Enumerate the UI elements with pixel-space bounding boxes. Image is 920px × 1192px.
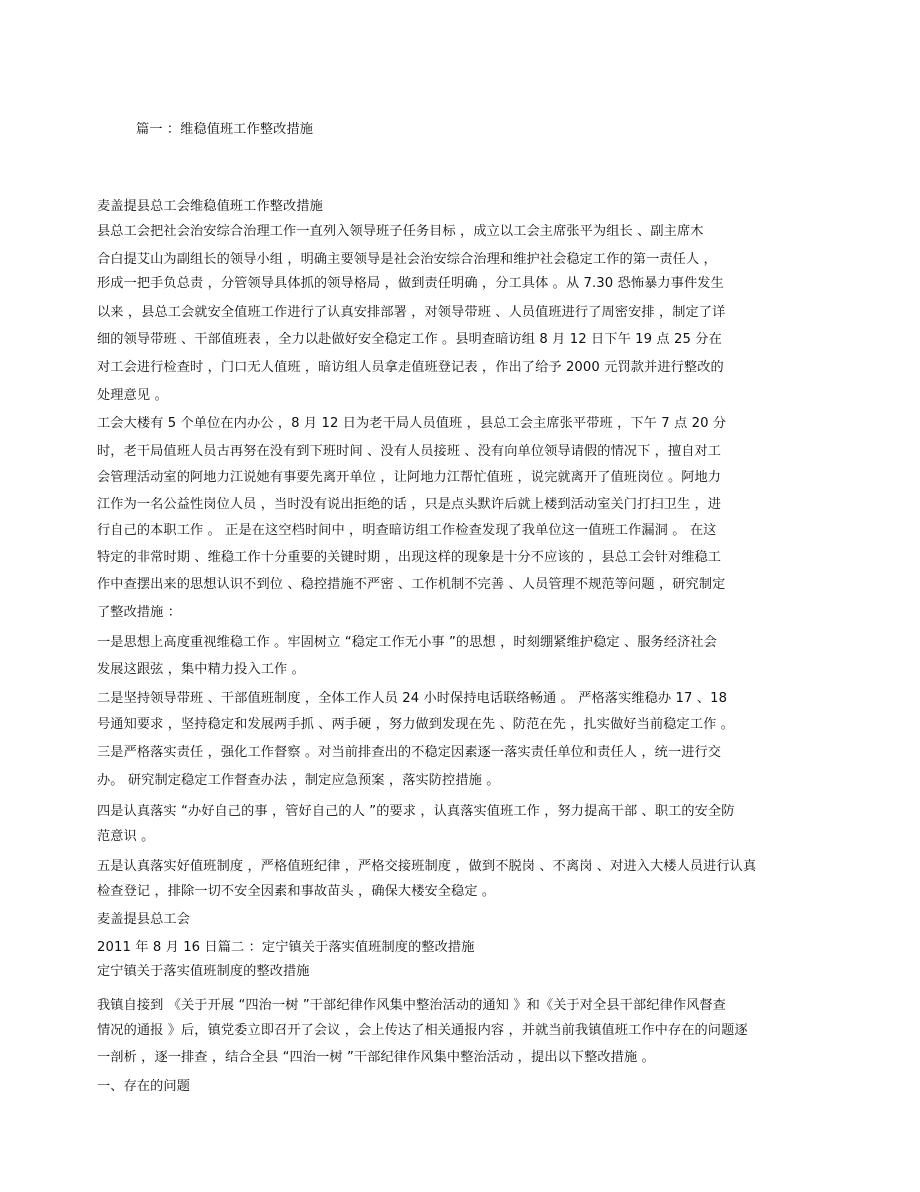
text-line: 三是严格落实责任 ，强化工作督察 。对当前排查出的不稳定因素逐一落实责任单位和责任人 ，统一进行交 bbox=[97, 745, 722, 760]
text-line: 江作为一名公益性岗位人员 ，当时没有说出拒绝的话 ，只是点头默许后就上楼到活动室关门打扫卫生 ，进 bbox=[97, 497, 722, 512]
text-line: 一是思想上高度重视维稳工作 。牢固树立 “稳定工作无小事 ”的思想 ，时刻绷紧维护稳定 、服务经济社会 bbox=[97, 635, 717, 650]
text-line: 四是认真落实 “办好自己的事 ，管好自己的人 ”的要求 ，认真落实值班工作 ，努力提高干部 、职工的安全防 bbox=[97, 804, 735, 819]
text-line: 麦盖提县总工会维稳值班工作整改措施 bbox=[97, 199, 323, 214]
text-line: 对工会进行检查时 ，门口无人值班 ，暗访组人员拿走值班登记表 ，作出了给予 2000 元罚款并进行整改的 bbox=[97, 360, 724, 375]
text-line: 工会大楼有 5 个单位在内办公 ，8 月 12 日为老干局人员值班 ，县总工会主席张平带班 ，下午 7 点 20 分 bbox=[97, 416, 727, 431]
text-line: 发展这跟弦 ，集中精力投入工作 。 bbox=[97, 662, 305, 677]
text-line: 时，老干局值班人员古再努在没有到下班时间 、没有人员接班 、没有向单位领导请假的情况下 ，擅自对工 bbox=[97, 444, 722, 459]
text-line: 合白提艾山为副组长的领导小组 ，明确主要领导是社会治安综合治理和维护社会稳定工作的第一责任人 ， bbox=[97, 252, 717, 267]
text-line: 一、存在的问题 bbox=[97, 1079, 191, 1094]
text-line: 情况的通报 》后，镇党委立即召开了会议 ，会上传达了相关通报内容 ，并就当前我镇值班工作中存在的问题逐 bbox=[97, 1023, 748, 1038]
text-line: 作中查摆出来的思想认识不到位 、稳控措施不严密 、工作机制不完善 、人员管理不规范等问题 ，研究制定 bbox=[97, 577, 726, 592]
text-line: 以来 ，县总工会就安全值班工作进行了认真安排部署 ，对领导带班 、人员值班进行了周密安排 ，制定了详 bbox=[97, 305, 726, 320]
text-line: 细的领导带班 、干部值班表 ，全力以赴做好安全稳定工作 。县明查暗访组 8 月 12 日下午 19 点 25 分在 bbox=[97, 332, 722, 347]
text-line: 检查登记 ，排除一切不安全因素和事故苗头 ，确保大楼安全稳定 。 bbox=[97, 884, 496, 899]
text-line: 会管理活动室的阿地力江说她有事要先离开单位 ，让阿地力江帮忙值班 ，说完就离开了值班岗位 。阿地力 bbox=[97, 470, 722, 485]
text-line: 范意识 。 bbox=[97, 829, 155, 844]
text-line: 一剖析 ，逐一排查 ，结合全县 “四治一树 ”干部纪律作风集中整治活动 ，提出以下整改措施 。 bbox=[97, 1050, 655, 1065]
text-line: 号通知要求 ，坚持稳定和发展两手抓 、两手硬 ，努力做到发现在先 、防范在先 ，扎实做好当前稳定工作 。 bbox=[97, 717, 734, 732]
text-line: 2011 年 8 月 16 日篇二 ：定宁镇关于落实值班制度的整改措施 bbox=[97, 940, 475, 955]
text-line: 麦盖提县总工会 bbox=[97, 912, 191, 927]
text-line: 特定的非常时期 、维稳工作十分重要的关键时期 ，出现这样的现象是十分不应该的 ，县总工会针对维稳工 bbox=[97, 550, 722, 565]
text-line: 办。 研究制定稳定工作督查办法 ，制定应急预案 ，落实防控措施 。 bbox=[97, 773, 500, 788]
text-line: 我镇自接到 《关于开展 “四治一树 ”干部纪律作风集中整治活动的通知 》和《关于对全县干部纪律作风督查 bbox=[97, 998, 726, 1013]
text-line: 了整改措施 ： bbox=[97, 605, 182, 620]
text-line: 形成一把手负总责 ，分管领导具体抓的领导格局 ，做到责任明确 ，分工具体 。从 7.30 恐怖暴力事件发生 bbox=[97, 276, 724, 291]
text-line: 二是坚持领导带班 、干部值班制度 ，全体工作人员 24 小时保持电话联络畅通 。 严格落实维稳办 17 、18 bbox=[97, 691, 728, 706]
text-line: 县总工会把社会治安综合治理工作一直列入领导班子任务目标 ，成立以工会主席张平为组长 、副主席木 bbox=[97, 224, 704, 239]
document-heading: 篇一 ：维稳值班工作整改措施 bbox=[136, 122, 314, 137]
text-line: 处理意见 。 bbox=[97, 388, 168, 403]
text-line: 定宁镇关于落实值班制度的整改措施 bbox=[97, 964, 310, 979]
text-line: 行自己的本职工作 。 正是在这空档时间中 ，明查暗访组工作检查发现了我单位这一值班工作漏洞 。 在这 bbox=[97, 523, 717, 538]
text-line: 五是认真落实好值班制度 ，严格值班纪律 ，严格交接班制度 ，做到不脱岗 、不离岗 、对进入大楼人员进行认真 bbox=[97, 859, 757, 874]
